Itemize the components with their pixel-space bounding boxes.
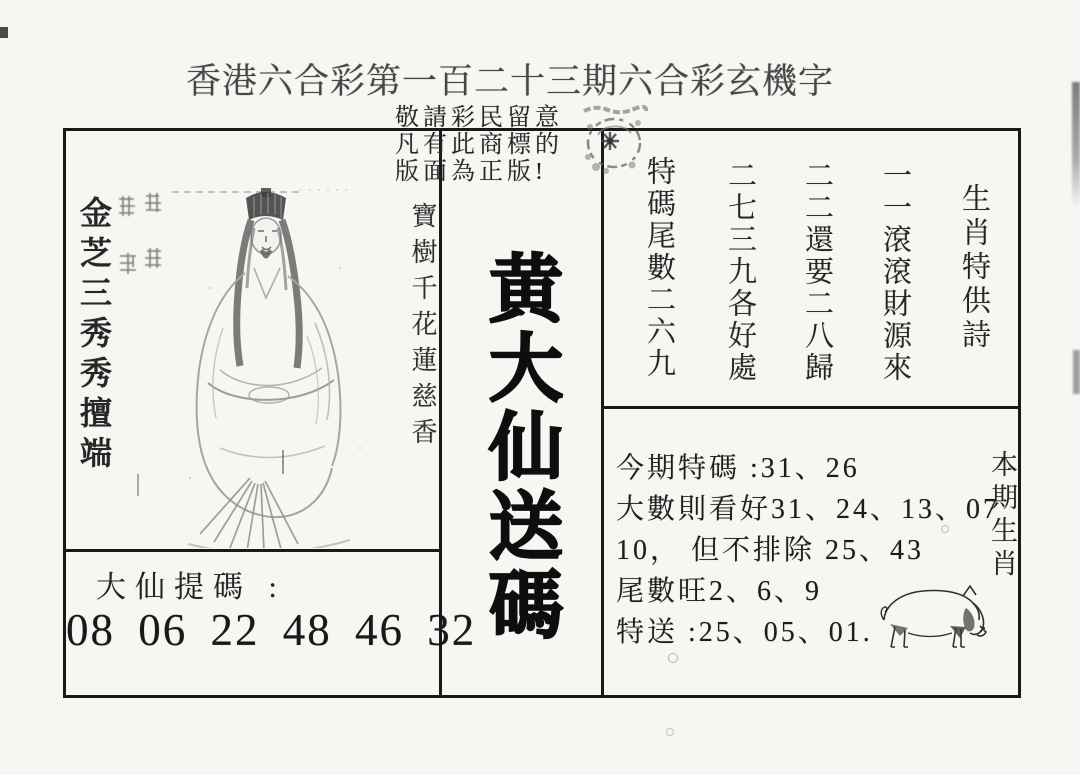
notice-line-1: 敬請彩民留意 (395, 105, 563, 131)
poem-line-1: 一一滾滾財源來 (879, 160, 911, 384)
scan-edge-mark (0, 27, 8, 38)
scan-speck-1 (668, 653, 678, 663)
prediction-line-2: 大數則看好31、24、13、07 (616, 494, 1001, 525)
immortal-tip-numbers: 08 06 22 48 46 32 (66, 605, 477, 655)
poem-heading: 生肖特供詩 (958, 183, 990, 353)
masthead-title: 黄大仙送碼 (478, 250, 560, 645)
prediction-line-4: 尾數旺2、6、9 (616, 576, 823, 607)
scan-edge-streak-top (1072, 82, 1080, 208)
pig-illustration (868, 578, 988, 650)
incense-verse: 寶樹千花蓮慈香 (408, 202, 437, 454)
divider-left-horizontal (63, 549, 442, 552)
notice-line-3: 版面為正版! (395, 159, 547, 185)
scan-stray-stroke-1 (282, 450, 284, 474)
prediction-line-1: 今期特碼 :31、26 (616, 453, 860, 484)
scan-speck-2 (666, 728, 674, 736)
prediction-line-5: 特送 :25、05、01. (616, 617, 873, 648)
poem-line-4: 特碼尾數二六九 (643, 156, 675, 380)
scan-speck-3 (941, 525, 949, 533)
left-calligraphy-verse: 金芝三秀秀擅端 (76, 196, 112, 476)
poem-line-2: 二二還要二八歸 (801, 160, 833, 384)
zodiac-of-period-label: 本期生肖 (987, 450, 1017, 582)
scan-stray-stroke-2 (137, 474, 139, 496)
prediction-line-3: 10， 但不排除 25、43 (616, 535, 925, 566)
deity-portrait-illustration (150, 148, 405, 548)
notice-line-2: 凡有此商標的 (395, 132, 563, 158)
authenticity-notice (395, 105, 563, 186)
page-title: 香港六合彩第一百二十三期六合彩玄機字 (186, 62, 835, 101)
poem-line-3: 二七三九各好處 (724, 160, 756, 384)
divider-center-right (601, 128, 604, 698)
scan-edge-streak-mid (1073, 350, 1080, 394)
divider-right-horizontal (601, 406, 1021, 409)
immortal-tip-label: 大仙提碼 : (96, 571, 286, 604)
